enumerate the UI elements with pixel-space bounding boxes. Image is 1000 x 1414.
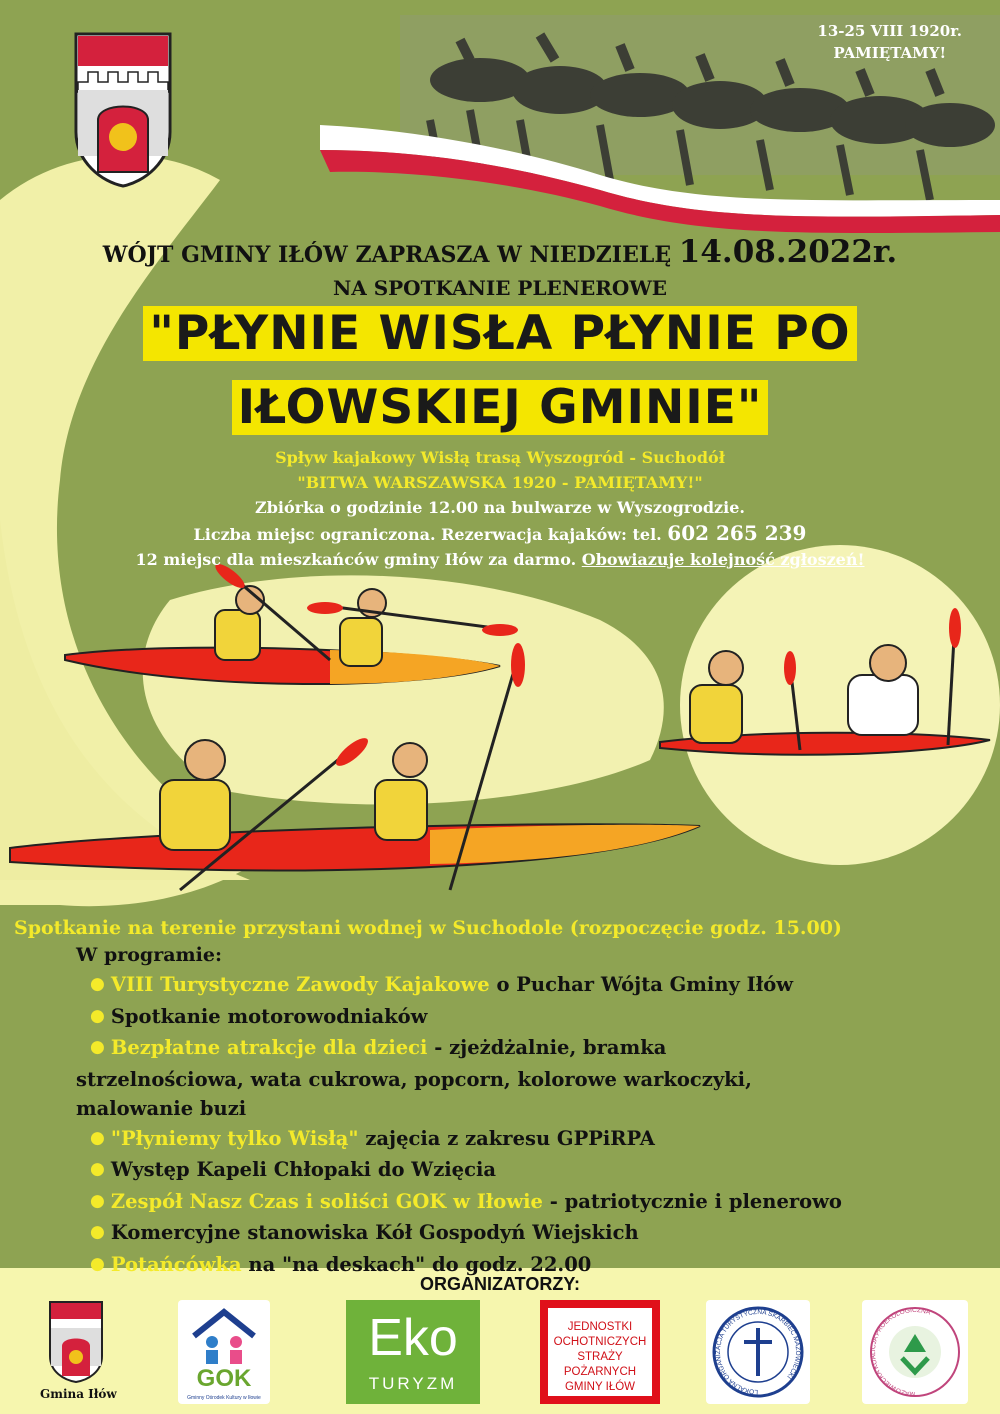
lot-logo-text: LOKALNA ORGANIZACJA TURYSTYCZNA SKARBIEC MAZOWIECKI [715,1308,802,1396]
info-line2: "BITWA WARSZAWSKA 1920 - PAMIĘTAMY!" [297,473,703,492]
gmina-coat-of-arms [74,32,172,188]
eko-turyzm-logo [346,1300,480,1404]
osp-text: JEDNOSTKI OCHOTNICZYCH STRAŻY POŻARNYCH GMINY IŁÓW [548,1308,652,1396]
invite-line1 [0,234,1000,270]
program-item-5: ● Występ Kapeli Chłopaki do Wzięcia [90,1158,497,1181]
program-item-1: ● VIII Turystyczne Zawody Kajakowe o Puchar Wójta Gminy Iłów [90,973,794,996]
gmina-caption: Gmina Iłów [40,1387,117,1401]
invite-line2: NA SPOTKANIE PLENEROWE [332,276,668,300]
program-item-3: ● Bezpłatne atrakcje dla dzieci - zjeżdżalnie, bramka [90,1036,667,1059]
program-list [76,970,986,1281]
gmina-logo [48,1300,104,1384]
recycling-coalition-logo [862,1300,968,1404]
event-title-line1: "PŁYNIE WISŁA PŁYNIE PO [0,306,1000,361]
program-heading: Spotkanie na terenie przystani wodnej w Suchodole (rozpoczęcie godz. 15.00) [14,917,842,939]
invite-text: WÓJT GMINY IŁÓW ZAPRASZA W NIEDZIELĘ [102,242,679,268]
program-label: W programie: [76,944,222,966]
date-note-line1: 13-25 VIII 1920r. [817,22,962,40]
event-date: 14.08.2022r. [678,234,898,270]
osp-logo [540,1300,660,1404]
program-item-2: ● Spotkanie motorowodniaków [90,1004,428,1028]
eko-word: Eko [368,1309,458,1367]
program-item-8: ● Potańcówka na "na deskach" do godz. 22.00 [90,1252,592,1276]
date-note-line2: PAMIĘTAMY! [833,44,947,62]
info-line3: Zbiórka o godzinie 12.00 na bulwarze w Wyszogrodzie. [255,498,745,517]
program-item-3-cont2: malowanie buzi [76,1097,247,1120]
info-line4: Liczba miejsc ograniczona. Rezerwacja kajaków: tel. 602 265 239 [193,521,807,545]
date-note [817,20,962,64]
gok-logo [178,1300,270,1404]
program-item-3-cont1: strzelnościowa, wata cukrowa, popcorn, kolorowe warkoczyki, [76,1067,752,1091]
lot-logo-art [706,1300,810,1404]
info-line5: 12 miejsc dla mieszkańców gminy Iłów za darmo. Obowiazuje kolejność zgłoszeń! [135,550,865,569]
recycling-logo-art [862,1300,968,1404]
info-line1: Spływ kajakowy Wisłą trasą Wyszogród - Suchodół [275,448,725,467]
lot-skarbiec-logo [706,1300,810,1404]
program-item-6: ● Zespół Nasz Czas i soliści GOK w Iłowie - patriotycznie i plenerowo [90,1189,842,1213]
gok-letters: GOK [196,1365,252,1392]
event-title-line2: IŁOWSKIEJ GMINIE" [0,380,1000,435]
phone-number[interactable]: 602 265 239 [667,521,807,545]
turyzm-word: TURYZM [368,1374,458,1393]
program-item-7: ● Komercyjne stanowiska Kół Gospodyń Wiejskich [90,1221,639,1244]
gok-caption: Gminny Ośrodek Kultury w Iłowie [187,1395,261,1401]
gok-logo-art [178,1300,270,1404]
organizers-heading: ORGANIZATORZY: [420,1274,580,1294]
program-item-4: ● "Płyniemy tylko Wisłą" zajęcia z zakresu GPPiRPA [90,1126,655,1150]
recycling-logo-text: MAZOWIECKA KOALICJA PROEKOLOGICZNA [870,1306,932,1398]
